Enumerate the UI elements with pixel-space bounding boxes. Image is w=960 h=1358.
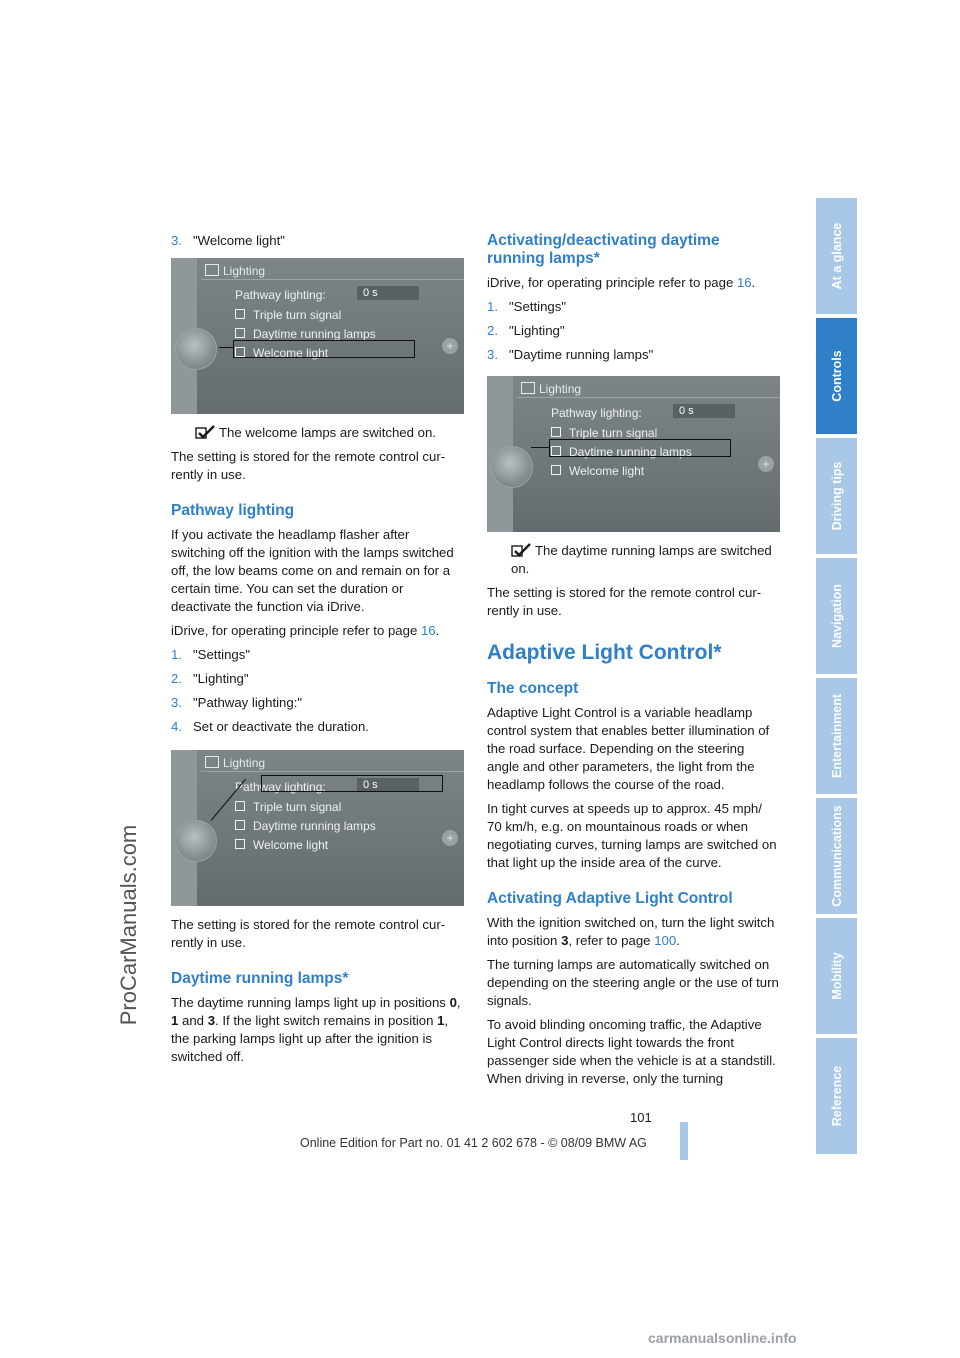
tab-controls[interactable]: Controls [816,318,857,434]
footer-text: Online Edition for Part no. 01 41 2 602 678 - © 08/09 BMW AG [300,1136,647,1150]
list-item: 1. "Settings" [171,647,251,662]
tab-reference[interactable]: Reference [816,1038,857,1154]
lighting-icon [205,264,219,276]
checkbox-icon [551,465,561,475]
checkbox-icon [551,427,561,437]
menu-row: Daytime running lamps [235,817,376,835]
chapter-tabs [816,198,857,1158]
body-text: iDrive, for operating principle refer to page 16. [171,623,440,638]
menu-row: Triple turn signal [235,306,341,324]
checkbox-icon [235,328,245,338]
body-text: To avoid blinding oncoming traffic, the Adaptive Light Control directs light towards the front passenger side when the vehicle is at a standstill. When driving in reverse, only the turning [487,1017,776,1086]
list-item: 3. "Welcome light" [171,233,285,248]
page-link[interactable]: 16 [420,623,436,638]
list-item: 1. "Settings" [487,299,567,314]
page-number: 101 [630,1110,652,1125]
chapter-heading: Adaptive Light Control* [487,641,722,664]
body-text: iDrive, for operating principle refer to page 16. [487,275,756,290]
menu-row: Pathway lighting: [235,288,326,302]
duration-value: 0 s [357,778,419,792]
idrive-screenshot-welcome [171,258,464,414]
body-text: In tight curves at speeds up to approx. 45 mph/ 70 km/h, e.g. on mountainous roads or when negotiating curves, turning lamps are switched on that light up the inside area of the curve. [487,801,777,870]
tab-communications[interactable]: Communications [816,798,857,914]
idrive-screenshot-pathway [171,750,464,906]
duration-value: 0 s [357,286,419,300]
controller-knob-icon [175,820,217,862]
menu-row: Triple turn signal [235,798,341,816]
side-watermark: ProCarManuals.com [116,824,141,1026]
menu-row: Welcome light [235,344,328,362]
list-item: 3. "Daytime running lamps" [487,347,654,362]
caption: The daytime running lamps are switched on. [511,543,772,576]
list-item: 2. "Lighting" [487,323,565,338]
tab-navigation[interactable]: Navigation [816,558,857,674]
bottom-watermark: carmanualsonline.info [648,1330,797,1346]
section-heading: Activating/deactivating daytime running lamps* [487,232,720,267]
plus-icon: + [442,830,458,846]
checkbox-icon [235,309,245,319]
plus-icon: + [442,338,458,354]
checkmark-icon [195,425,215,439]
menu-row: Welcome light [235,836,328,854]
tab-mobility[interactable]: Mobility [816,918,857,1034]
menu-row: Pathway lighting: [551,406,642,420]
selection-frame [233,340,415,358]
lighting-icon [205,756,219,768]
tab-driving-tips[interactable]: Driving tips [816,438,857,554]
right-column [487,214,780,1094]
menu-row: Triple turn signal [551,424,657,442]
menu-row: Daytime running lamps [551,443,692,461]
lighting-icon [521,382,535,394]
body-text: The setting is stored for the remote control currently in use. [171,449,446,482]
body-text: The setting is stored for the remote control currently in use. [487,585,762,618]
tab-at-a-glance[interactable]: At a glance [816,198,857,314]
idrive-screenshot-daytime [487,376,780,532]
checkbox-icon [235,820,245,830]
page-link[interactable]: 16 [736,275,752,290]
body-text: The setting is stored for the remote control currently in use. [171,917,446,950]
body-text: The daytime running lamps light up in positions 0, 1 and 3. If the light switch remains in position 1, the parking lamps light up after the ignition is switched off. [171,995,461,1064]
controller-knob-icon [175,328,217,370]
menu-row: Pathway lighting: [235,780,326,794]
section-heading: Pathway lighting [171,502,295,519]
caption: The welcome lamps are switched on. [171,424,464,442]
menu-row: Welcome light [551,462,644,480]
controller-knob-icon [491,446,533,488]
footer-bar [680,1122,688,1160]
checkmark-icon [511,543,531,557]
checkbox-icon [235,839,245,849]
body-text: The turning lamps are automatically switched on depending on the steering angle or the use of turn signals. [487,957,779,1008]
body-text: If you activate the headlamp flasher after switching off the ignition with the lamps switched off, the low beams come on and remain on for a certain time. You can set the duration or deactivate the function via iDrive. [171,527,454,614]
page-link[interactable]: 100 [654,933,677,948]
section-heading: Activating Adaptive Light Control [487,890,733,907]
left-column [171,232,464,1072]
list-item: 3. "Pathway lighting:" [171,695,303,710]
screen-title: Lighting [205,754,265,772]
screen-title: Lighting [205,262,265,280]
checkbox-icon [235,801,245,811]
body-text: Adaptive Light Control is a variable headlamp control system that enables better illumination of the road surface. Depending on the steering angle and other parameters, the light from the headlamp follows the course of the road. [487,705,770,792]
tab-entertainment[interactable]: Entertainment [816,678,857,794]
plus-icon: + [758,456,774,472]
list-item: 2. "Lighting" [171,671,249,686]
duration-value: 0 s [673,404,735,418]
selection-frame [549,439,731,457]
section-heading: Daytime running lamps* [171,970,349,987]
body-text: With the ignition switched on, turn the light switch into position 3, refer to page 100. [487,915,775,948]
menu-row: Daytime running lamps [235,325,376,343]
list-item: 4. Set or deactivate the duration. [171,719,369,734]
section-heading: The concept [487,680,579,697]
selection-frame [261,775,443,792]
screen-title: Lighting [521,380,581,398]
